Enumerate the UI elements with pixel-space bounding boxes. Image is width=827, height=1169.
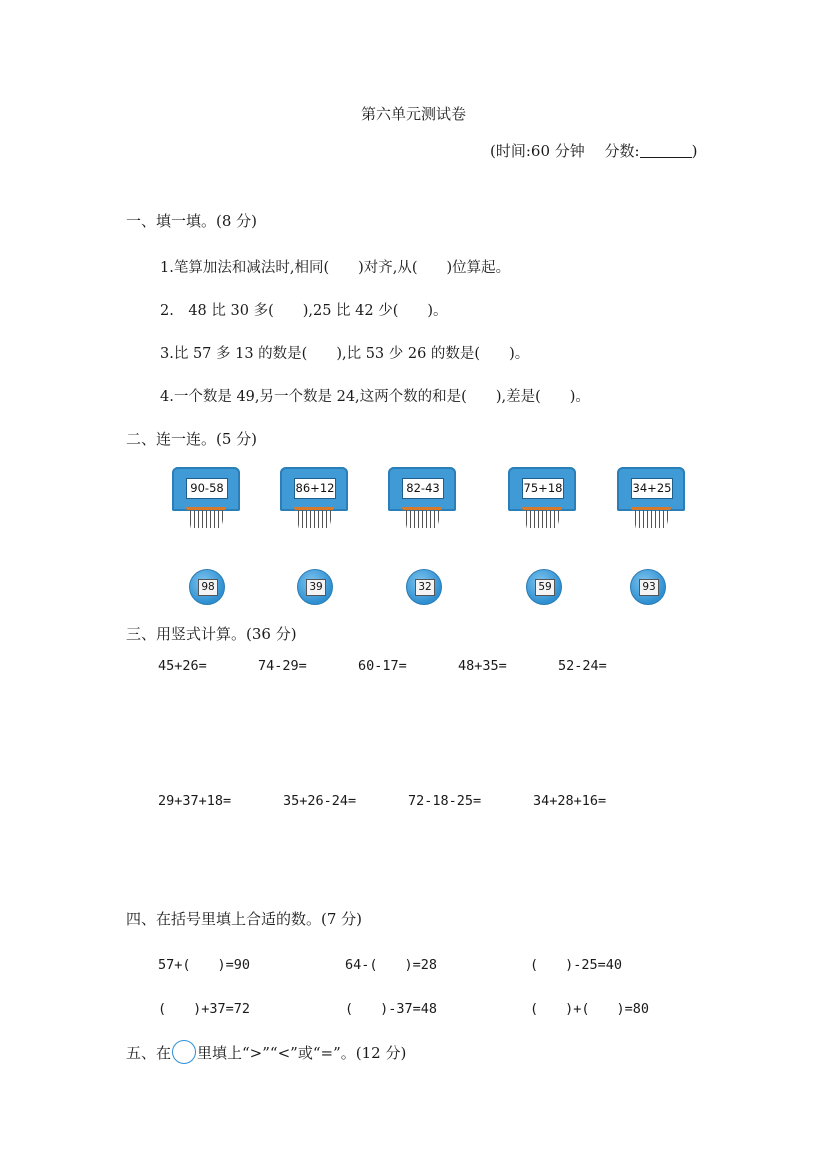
fill-item: ( )-25=40 xyxy=(530,957,623,973)
page-title: 第六单元测试卷 xyxy=(360,105,466,123)
question-1-4: 4.一个数是 49,另一个数是 24,这两个数的和是( ),差是( )。 xyxy=(160,389,590,405)
fill-item: 57+( )=90 xyxy=(158,957,251,973)
basketball[interactable] xyxy=(526,569,562,605)
backboard xyxy=(388,467,456,511)
fill-item: 64-( )=28 xyxy=(345,957,438,973)
section-1-heading: 一、填一填。(8 分) xyxy=(126,212,258,230)
net-icon xyxy=(402,507,442,528)
hoop-expression: 75+18 xyxy=(522,478,564,499)
backboard xyxy=(508,467,576,511)
calc-item: 52-24= xyxy=(558,658,607,674)
basketball[interactable] xyxy=(297,569,333,605)
hoop-expression: 34+25 xyxy=(631,478,673,499)
section-5-heading xyxy=(126,1040,406,1064)
backboard xyxy=(172,467,240,511)
section-4-heading: 四、在括号里填上合适的数。(7 分) xyxy=(126,910,363,928)
section-5-heading-start: 五、在 xyxy=(126,1044,172,1062)
ball-number: 59 xyxy=(535,579,555,596)
circle-icon xyxy=(172,1040,196,1064)
net-icon xyxy=(186,507,226,528)
net-icon xyxy=(522,507,562,528)
fill-item: ( )+37=72 xyxy=(158,1001,251,1017)
section-2-heading: 二、连一连。(5 分) xyxy=(126,430,258,448)
section-5-heading-end: 里填上“>”“<”或“=”。(12 分) xyxy=(197,1044,407,1062)
basketball-hoop[interactable] xyxy=(508,467,576,529)
ball-number: 98 xyxy=(198,579,218,596)
calc-item: 34+28+16= xyxy=(533,793,607,809)
calc-item: 74-29= xyxy=(258,658,307,674)
ball-number: 32 xyxy=(415,579,435,596)
basketball-hoop[interactable] xyxy=(280,467,348,529)
basketball-hoop[interactable] xyxy=(617,467,685,529)
net-icon xyxy=(294,507,334,528)
basketball[interactable] xyxy=(630,569,666,605)
fill-item: ( )-37=48 xyxy=(345,1001,438,1017)
ball-number: 39 xyxy=(306,579,326,596)
calc-item: 60-17= xyxy=(358,658,407,674)
calc-item: 48+35= xyxy=(458,658,507,674)
calc-item: 35+26-24= xyxy=(283,793,357,809)
backboard xyxy=(280,467,348,511)
hoop-expression: 90-58 xyxy=(186,478,228,499)
ball-number: 93 xyxy=(639,579,659,596)
section-3-heading: 三、用竖式计算。(36 分) xyxy=(126,625,297,643)
question-1-1: 1.笔算加法和减法时,相同( )对齐,从( )位算起。 xyxy=(160,260,511,276)
calc-item: 72-18-25= xyxy=(408,793,482,809)
calc-item: 45+26= xyxy=(158,658,207,674)
basketball-hoop[interactable] xyxy=(172,467,240,529)
time-score-text: (时间:60 分钟 分数: xyxy=(490,142,640,160)
meta-close: ) xyxy=(691,142,698,160)
hoop-expression: 86+12 xyxy=(294,478,336,499)
basketball[interactable] xyxy=(406,569,442,605)
question-1-3: 3.比 57 多 13 的数是( ),比 53 少 26 的数是( )。 xyxy=(160,346,530,362)
basketball-hoop[interactable] xyxy=(388,467,456,529)
backboard xyxy=(617,467,685,511)
net-icon xyxy=(631,507,671,528)
basketball[interactable] xyxy=(189,569,225,605)
question-1-2: 2. 48 比 30 多( ),25 比 42 少( )。 xyxy=(160,303,448,319)
calc-item: 29+37+18= xyxy=(158,793,232,809)
hoop-expression: 82-43 xyxy=(402,478,444,499)
fill-item: ( )+( )=80 xyxy=(530,1001,650,1017)
score-blank[interactable] xyxy=(640,143,692,158)
time-score-line xyxy=(490,140,697,161)
